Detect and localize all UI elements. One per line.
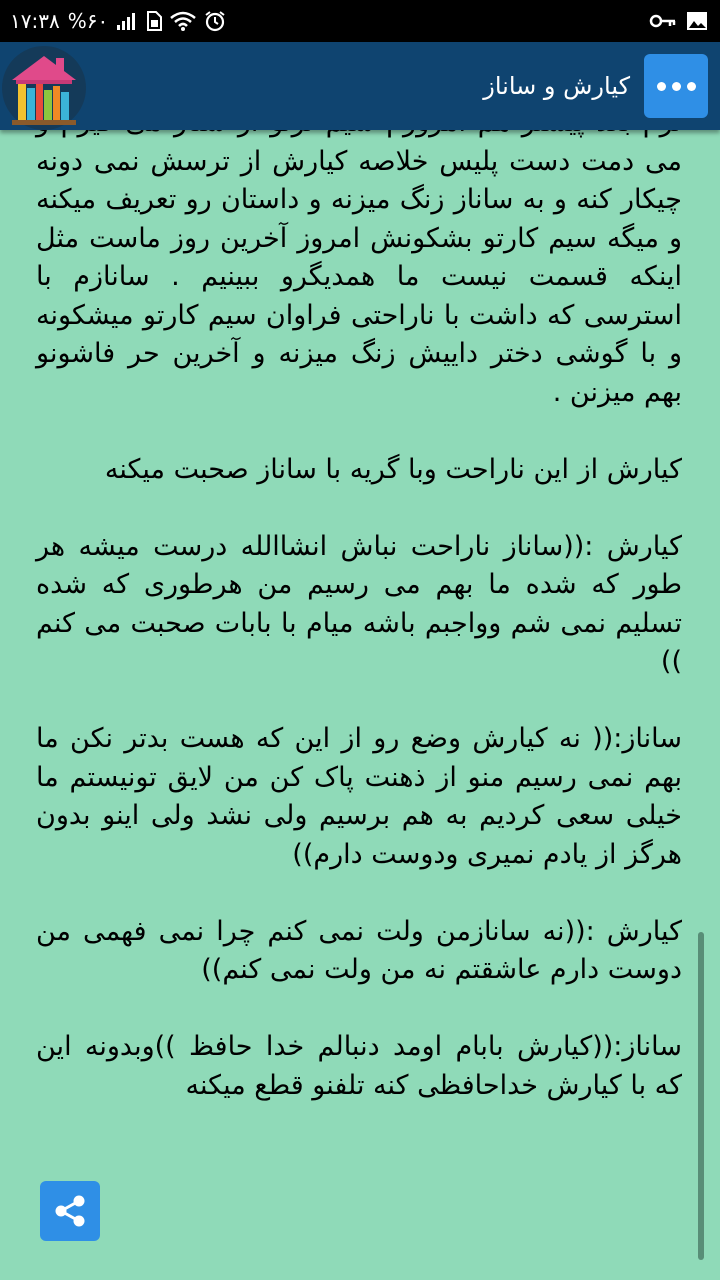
story-paragraph: ساناز:(( نه کیارش وضع رو از این که هست بدتر نکن ما بهم نمی رسیم منو از ذهنت پاک کن من لایق تونیستم ما خیلی سعی کردیم به هم برسیم ولی نشد ولی اینو بدون هرگز از یادم نمیری ودوست دارم)): [36, 723, 682, 870]
story-paragraph: کیارش :((نه سانازمن ولت نمی کنم چرا نمی فهمی من دوست دارم عاشقتم نه من ولت نمی کنم)): [36, 915, 682, 985]
status-bar: [0, 0, 720, 42]
more-dot: [672, 82, 681, 91]
bookshelf-icon[interactable]: [2, 46, 86, 130]
battery-percent: %۶۰: [67, 9, 109, 33]
sim-icon: [146, 11, 162, 31]
scrollbar[interactable]: [698, 932, 704, 1260]
story-paragraph: ساناز:((کیارش بابام اومد دنبالم خدا حافظ ))وبدونه این که با کیارش خداحافظی کنه تلفنو قطع میکنه: [36, 1031, 682, 1101]
alarm-icon: [204, 10, 226, 32]
story-paragraph: کیارش :((ساناز ناراحت نباش انشاالله درست میشه هر طور که شده ما بهم می رسیم من هرطوری که شده تسلیم نمی شم وواجبم باشه میام با بابات صحبت می کنم )): [36, 530, 682, 677]
share-icon: [52, 1193, 88, 1229]
key-icon: [650, 14, 676, 28]
story-text: [36, 104, 682, 1144]
more-dot: [687, 82, 696, 91]
story-content[interactable]: [0, 130, 720, 1280]
more-dots-icon: [657, 82, 666, 91]
app-title: کیارش و ساناز: [483, 72, 630, 100]
story-paragraph: می دمت دست پلیس خلاصه کیارش از ترسش نمی دونه چیکار کنه و به ساناز زنگ میزنه و داستان رو تعریف میکنه و میگه سیم کارتو بشکونش امروز آخرین روز ماست مثل اینکه قسمت نیست ما همدیگرو ببینیم . سانازم با استرسی که داشت با ناراحتی فراوان سیم کارتو میشکونه و با گوشی دختر داییش زنگ میزنه و آخرین حر فاشونو بهم میزنن .: [36, 145, 682, 408]
share-button[interactable]: [40, 1181, 100, 1241]
status-left: [10, 0, 226, 42]
signal-icon: [116, 11, 138, 31]
story-paragraph: کیارش از این ناراحت وبا گریه با ساناز صحبت میکنه: [104, 453, 682, 485]
status-right: [650, 0, 708, 42]
image-icon: [686, 11, 708, 31]
wifi-icon: [170, 11, 196, 31]
status-time: ۱۷:۳۸: [10, 9, 60, 33]
more-menu-button[interactable]: [644, 54, 708, 118]
app-bar: [0, 42, 720, 130]
